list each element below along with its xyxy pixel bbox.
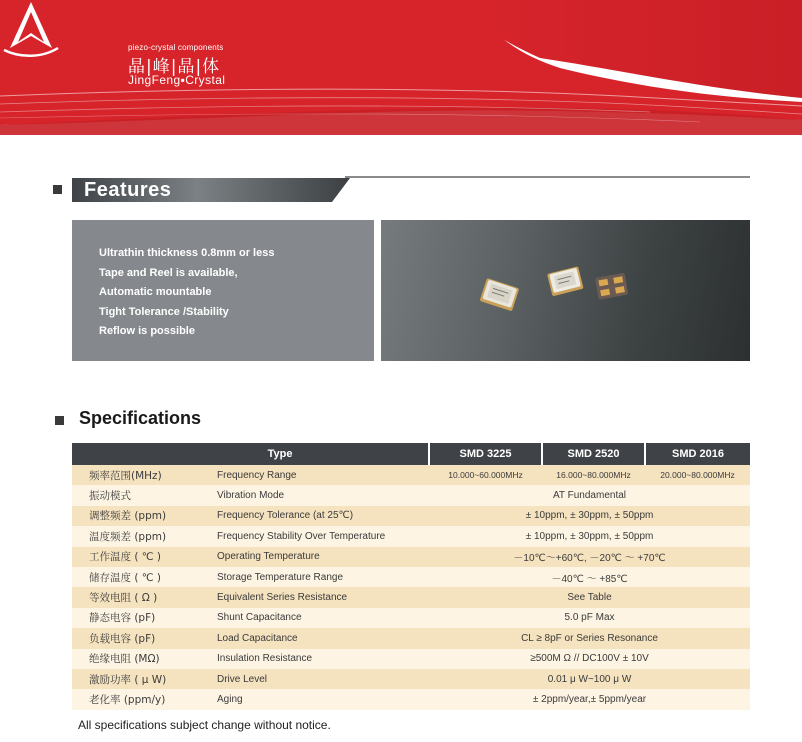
param-english: Storage Temperature Range: [199, 567, 429, 587]
header-smd3225: SMD 3225: [429, 443, 542, 465]
param-value: ± 10ppm, ± 30ppm, ± 50ppm: [429, 526, 750, 546]
param-english: Vibration Mode: [199, 485, 429, 505]
banner-background: [0, 0, 802, 135]
param-chinese: 储存温度 ( ℃ ): [72, 567, 199, 587]
param-chinese: 温度频差 (ppm): [72, 526, 199, 546]
header-smd2520: SMD 2520: [542, 443, 645, 465]
param-value: CL ≥ 8pF or Series Resonance: [429, 628, 750, 648]
feature-item: Tape and Reel is available,: [99, 266, 238, 279]
brand-tagline: piezo-crystal components: [128, 43, 224, 52]
feature-item: Reflow is possible: [99, 325, 195, 337]
param-value: ≥500M Ω // DC100V ± 10V: [429, 649, 750, 669]
jingfeng-logo-icon: [0, 0, 62, 62]
table-row: [72, 608, 750, 628]
param-value: See Table: [429, 587, 750, 607]
param-english: Frequency Range: [199, 465, 429, 485]
feature-item: Automatic mountable: [99, 286, 212, 298]
header-type: Type: [72, 443, 429, 465]
param-value: ± 2ppm/year,± 5ppm/year: [429, 689, 750, 709]
brand-name-chinese: 晶|峰|晶|体: [128, 57, 221, 77]
specifications-bullet-icon: [55, 416, 64, 425]
features-title: Features: [84, 179, 172, 201]
features-bullet-icon: [53, 185, 62, 194]
param-chinese: 静态电容 (pF): [72, 608, 199, 628]
feature-item: Ultrathin thickness 0.8mm or less: [99, 247, 275, 259]
param-english: Drive Level: [199, 669, 429, 689]
param-chinese: 调整频差 (ppm): [72, 506, 199, 526]
crystal-chips-image: [381, 220, 750, 361]
param-english: Frequency Tolerance (at 25℃): [199, 506, 429, 526]
product-photo: [381, 220, 750, 361]
table-row: [72, 506, 750, 526]
param-value: 5.0 pF Max: [429, 608, 750, 628]
table-row: [72, 649, 750, 669]
table-row: [72, 689, 750, 709]
param-english: Load Capacitance: [199, 628, 429, 648]
param-english: Shunt Capacitance: [199, 608, 429, 628]
features-divider: [345, 176, 750, 178]
table-row: [72, 628, 750, 648]
param-value-smd2016: 20.000~80.000MHz: [645, 465, 750, 485]
param-chinese: 振动模式: [72, 485, 199, 505]
param-chinese: 频率范围(MHz): [72, 465, 199, 485]
param-value-smd2520: 16.000~80.000MHz: [542, 465, 645, 485]
table-row: [72, 567, 750, 587]
param-value: ± 10ppm, ± 30ppm, ± 50ppm: [429, 506, 750, 526]
param-chinese: 绝缘电阻 (MΩ): [72, 649, 199, 669]
specifications-title: Specifications: [79, 408, 202, 428]
param-value-smd3225: 10.000~60.000MHz: [429, 465, 542, 485]
table-header-row: [72, 443, 750, 465]
param-value: －10℃～+60℃, －20℃ ～ +70℃: [429, 547, 750, 567]
table-row: [72, 547, 750, 567]
table-row: [72, 485, 750, 505]
param-value: 0.01 μ W~100 μ W: [429, 669, 750, 689]
param-english: Insulation Resistance: [199, 649, 429, 669]
brand-name-english: JingFeng▪Crystal: [128, 73, 226, 87]
param-english: Equivalent Series Resistance: [199, 587, 429, 607]
param-value: －40℃ ～ +85℃: [429, 567, 750, 587]
param-english: Frequency Stability Over Temperature: [199, 526, 429, 546]
table-row: [72, 669, 750, 689]
param-english: Aging: [199, 689, 429, 709]
specifications-table: [72, 443, 750, 710]
table-row: [72, 587, 750, 607]
feature-item: Tight Tolerance /Stability: [99, 305, 229, 318]
features-list: [99, 244, 274, 342]
param-chinese: 激励功率 ( μ W): [72, 669, 199, 689]
param-chinese: 负载电容 (pF): [72, 628, 199, 648]
param-english: Operating Temperature: [199, 547, 429, 567]
table-row: [72, 526, 750, 546]
param-chinese: 老化率 (ppm/y): [72, 689, 199, 709]
header-banner: [0, 0, 802, 135]
param-chinese: 工作温度 ( ℃ ): [72, 547, 199, 567]
table-row: [72, 465, 750, 485]
header-smd2016: SMD 2016: [645, 443, 750, 465]
param-chinese: 等效电阻 ( Ω ): [72, 587, 199, 607]
disclaimer-note: All specifications subject change without notice.: [78, 718, 331, 732]
param-value: AT Fundamental: [429, 485, 750, 505]
